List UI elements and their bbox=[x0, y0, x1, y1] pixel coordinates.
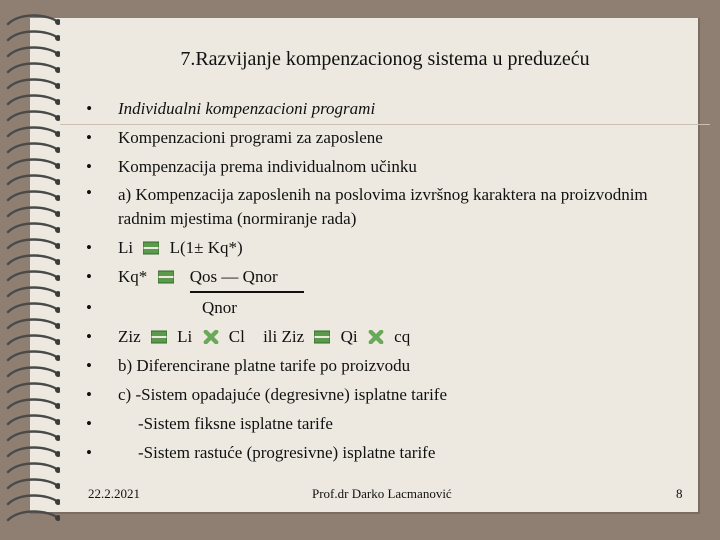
spiral-binding bbox=[0, 0, 60, 540]
formula-line bbox=[86, 262, 696, 293]
formula-term: Cl bbox=[228, 327, 245, 346]
bullet-item bbox=[86, 181, 696, 233]
times-icon bbox=[203, 330, 219, 344]
equals-icon bbox=[143, 241, 159, 255]
bullet-item bbox=[86, 152, 696, 181]
fraction-denominator: Qnor bbox=[202, 298, 237, 317]
bullet-item bbox=[86, 438, 696, 467]
bullet-text: Kompenzacija prema individualnom učinku bbox=[118, 157, 417, 176]
formula-term: Ziz bbox=[118, 327, 141, 346]
times-icon bbox=[368, 330, 384, 344]
formula-line bbox=[86, 322, 696, 351]
bullet-list bbox=[86, 94, 696, 467]
bullet-item bbox=[86, 351, 696, 380]
equals-icon bbox=[151, 330, 167, 344]
formula-term: ili Ziz bbox=[263, 327, 305, 346]
bullet-text: c) -Sistem opadajuće (degresivne) isplatne tarife bbox=[118, 385, 448, 404]
bullet-text: -Sistem rastuće (progresivne) isplatne tarife bbox=[138, 443, 436, 462]
bullet-item bbox=[86, 94, 696, 123]
bullet-text: a) Kompenzacija zaposlenih na poslovima izvršnog karaktera na proizvodnim radnim mjestima (normiranje rada) bbox=[118, 185, 648, 228]
page-number: 8 bbox=[676, 486, 683, 501]
formula-term: Li bbox=[177, 327, 193, 346]
bullet-text: Individualni kompenzacioni programi bbox=[118, 99, 376, 118]
equals-icon bbox=[158, 270, 174, 284]
formula-term: Li bbox=[118, 238, 134, 257]
fraction-numerator: Qos — Qnor bbox=[190, 262, 304, 293]
bullet-item bbox=[86, 123, 696, 152]
footer-author: Prof.dr Darko Lacmanović bbox=[312, 486, 452, 501]
bullet-text: -Sistem fiksne isplatne tarife bbox=[138, 414, 333, 433]
equals-icon bbox=[314, 330, 330, 344]
formula-line bbox=[86, 233, 696, 262]
footer-date: 22.2.2021 bbox=[88, 486, 140, 501]
bullet-item bbox=[86, 409, 696, 438]
bullet-text: Kompenzacioni programi za zaposlene bbox=[118, 128, 383, 147]
bullet-item bbox=[86, 380, 696, 409]
bullet-text: b) Diferencirane platne tarife po proizvodu bbox=[118, 356, 411, 375]
formula-line bbox=[86, 293, 696, 322]
formula-term: Qi bbox=[340, 327, 358, 346]
formula-term: cq bbox=[394, 327, 411, 346]
formula-term: L(1± Kq*) bbox=[169, 238, 243, 257]
formula-term: Kq* bbox=[118, 267, 148, 286]
slide-title: 7.Razvijanje kompenzacionog sistema u preduzeću bbox=[180, 48, 590, 70]
